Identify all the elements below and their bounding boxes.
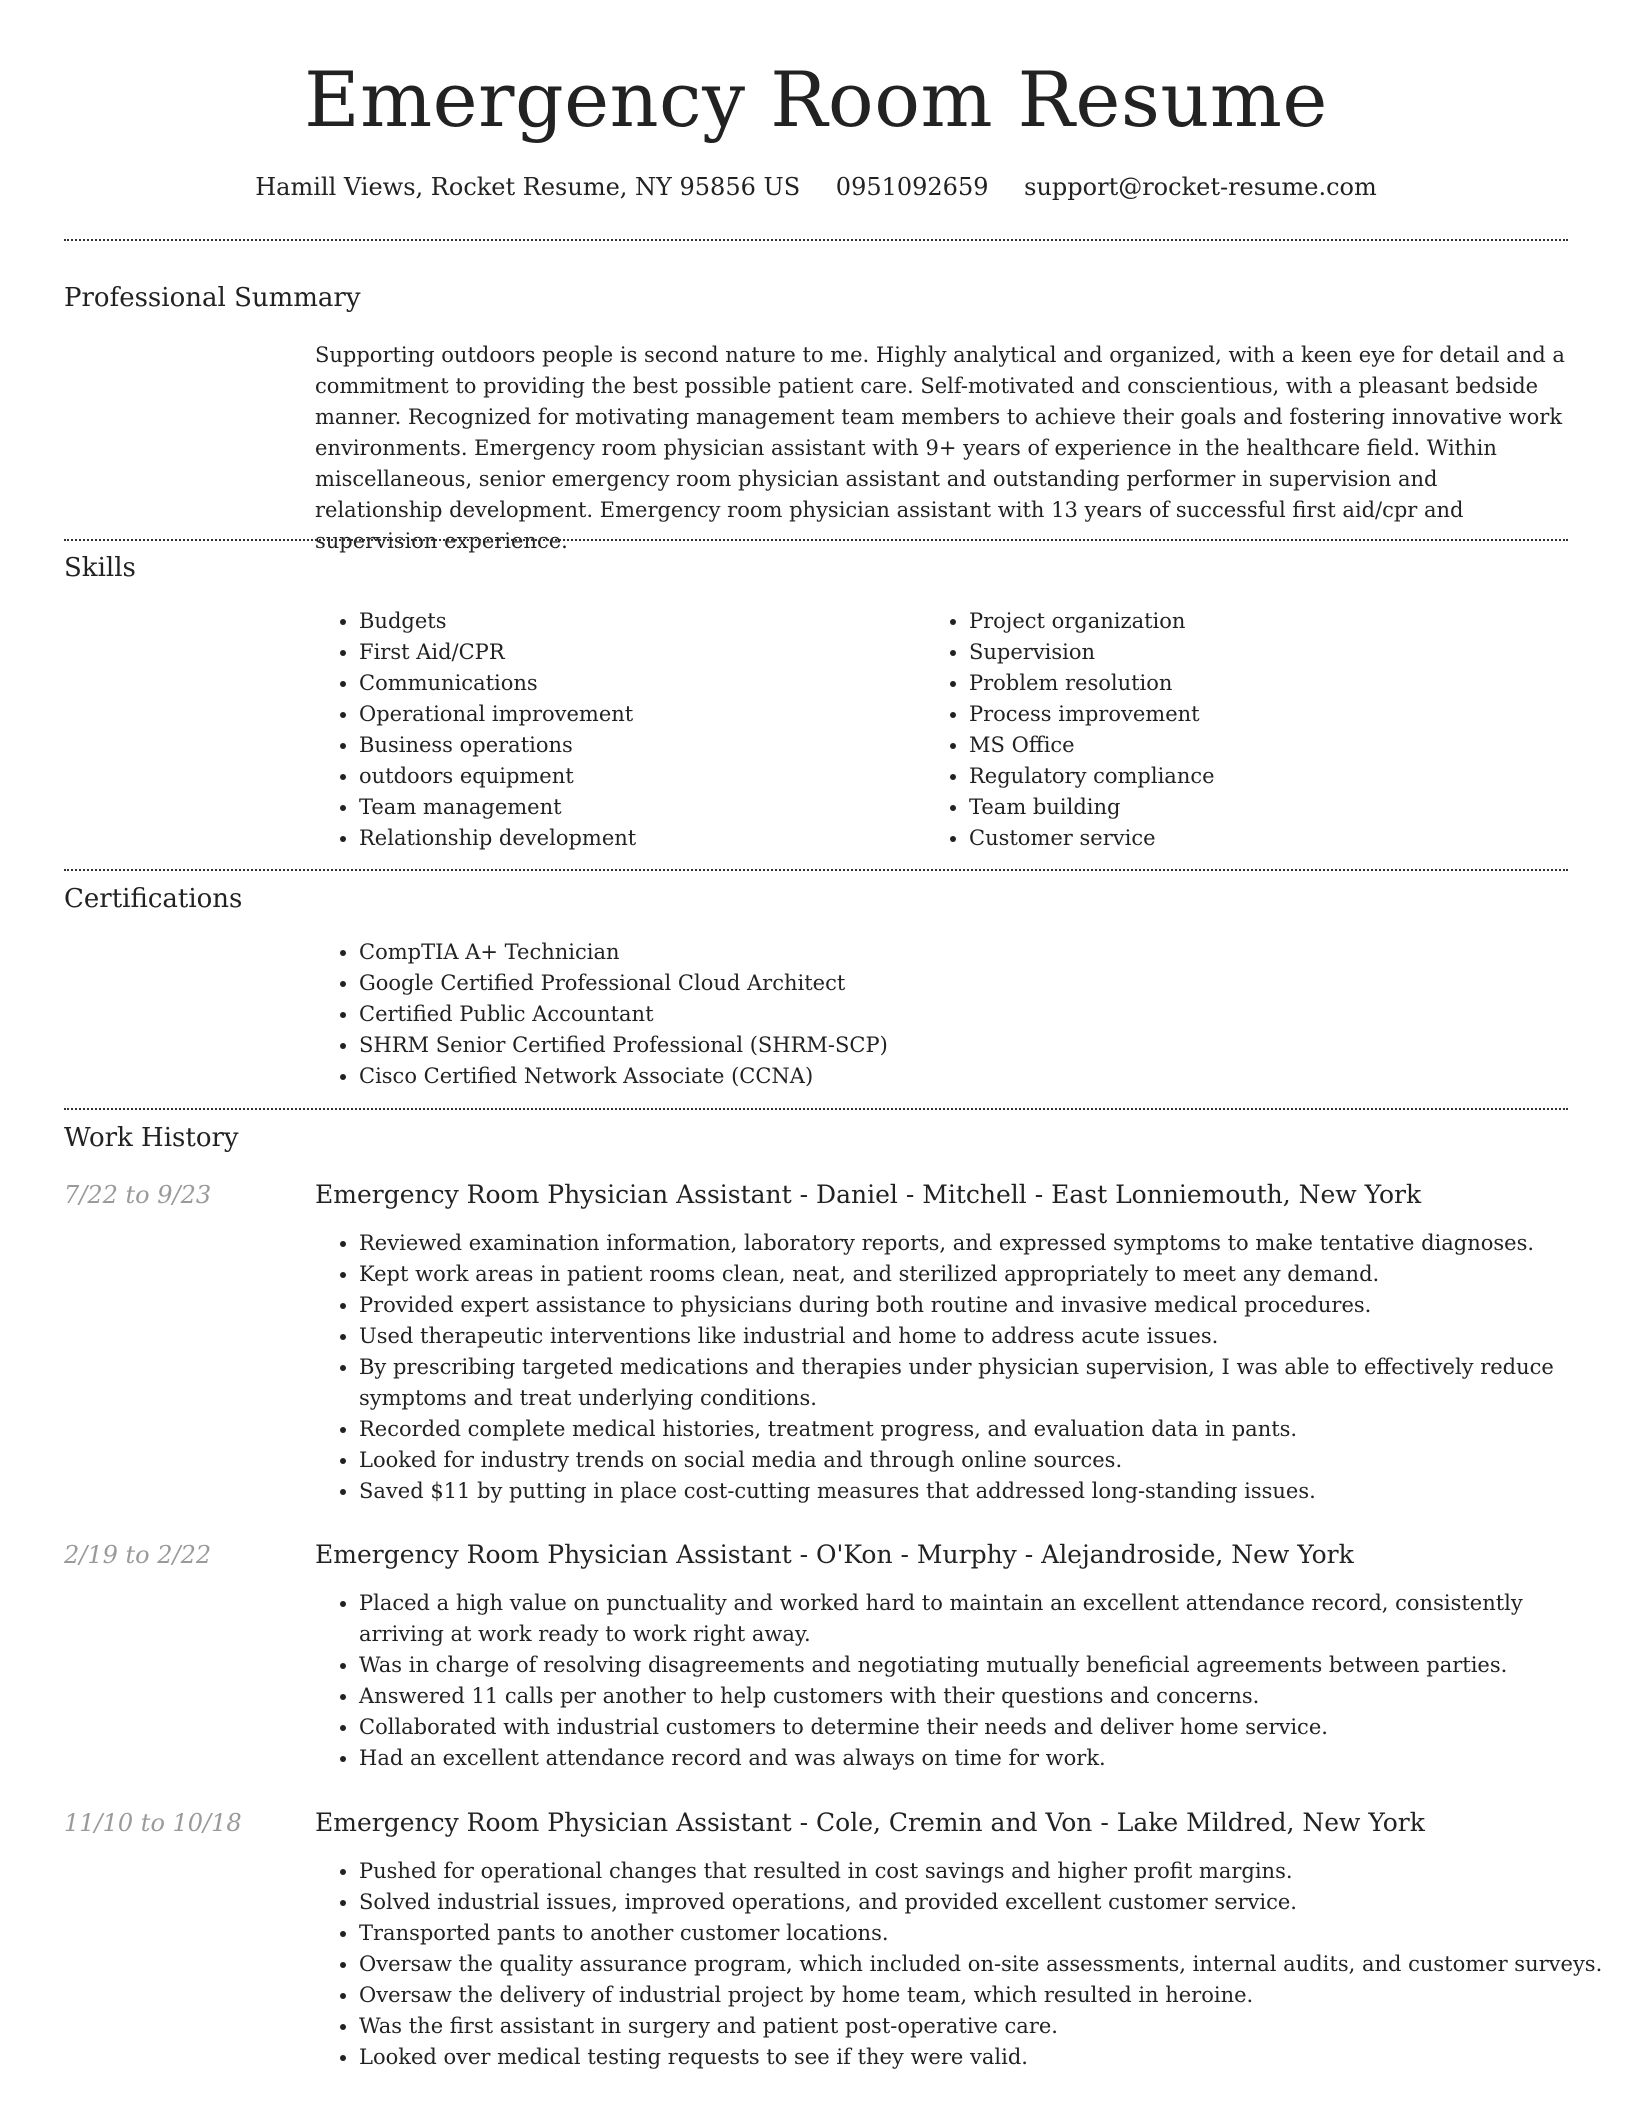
list-item: • Relationship development [359, 823, 919, 854]
divider [64, 869, 1568, 871]
list-item: • Provided expert assistance to physicians during both routine and invasive medical procedures. [359, 1290, 1614, 1321]
list-item: • Project organization [969, 606, 1569, 637]
list-item: • Process improvement [969, 699, 1569, 730]
job-dates: 11/10 to 10/18 [64, 1809, 242, 1837]
list-item: • SHRM Senior Certified Professional (SHRM-SCP) [359, 1030, 1559, 1061]
list-item: • Was in charge of resolving disagreements and negotiating mutually beneficial agreements between parties. [359, 1650, 1614, 1681]
summary-heading: Professional Summary [64, 283, 361, 313]
list-item: • Team building [969, 792, 1569, 823]
list-item: • Recorded complete medical histories, treatment progress, and evaluation data in pants. [359, 1414, 1614, 1445]
job-dates: 2/19 to 2/22 [64, 1541, 212, 1569]
list-item: • Kept work areas in patient rooms clean, neat, and sterilized appropriately to meet any demand. [359, 1259, 1614, 1290]
list-item: • Answered 11 calls per another to help customers with their questions and concerns. [359, 1681, 1614, 1712]
list-item: • Placed a high value on punctuality and worked hard to maintain an excellent attendance record, consistently arriving at work ready to work right away. [359, 1588, 1614, 1650]
list-item: • Cisco Certified Network Associate (CCNA) [359, 1061, 1559, 1092]
job-title: Emergency Room Physician Assistant - Daniel - Mitchell - East Lonniemouth, New York [315, 1180, 1422, 1209]
certifications-heading: Certifications [64, 884, 243, 914]
certifications-list [315, 937, 1559, 1092]
list-item: • MS Office [969, 730, 1569, 761]
job-title: Emergency Room Physician Assistant - O'Kon - Murphy - Alejandroside, New York [315, 1540, 1354, 1569]
list-item: • Regulatory compliance [969, 761, 1569, 792]
list-item: • Communications [359, 668, 919, 699]
skills-heading: Skills [64, 553, 136, 583]
list-item: • Pushed for operational changes that resulted in cost savings and higher profit margins. [359, 1856, 1614, 1887]
list-item: • Reviewed examination information, laboratory reports, and expressed symptoms to make tentative diagnoses. [359, 1228, 1614, 1259]
list-item: • Looked over medical testing requests to see if they were valid. [359, 2042, 1614, 2073]
list-item: • First Aid/CPR [359, 637, 919, 668]
list-item: • Oversaw the delivery of industrial project by home team, which resulted in heroine. [359, 1980, 1614, 2011]
list-item: • Budgets [359, 606, 919, 637]
contact-email[interactable]: support@rocket-resume.com [1024, 173, 1377, 201]
divider [64, 539, 1568, 541]
list-item: • Business operations [359, 730, 919, 761]
list-item: • Had an excellent attendance record and was always on time for work. [359, 1743, 1614, 1774]
skills-list-left [315, 606, 919, 854]
job-bullets [315, 1856, 1614, 2073]
skills-list-right [925, 606, 1569, 854]
contact-address: Hamill Views, Rocket Resume, NY 95856 US [255, 173, 801, 201]
list-item: • By prescribing targeted medications and therapies under physician supervision, I was able to effectively reduce symptoms and treat underlying conditions. [359, 1352, 1614, 1414]
list-item: • Transported pants to another customer locations. [359, 1918, 1614, 1949]
job-bullets [315, 1228, 1614, 1507]
job-dates: 7/22 to 9/23 [64, 1181, 212, 1209]
list-item: • Customer service [969, 823, 1569, 854]
list-item: • Problem resolution [969, 668, 1569, 699]
contact-phone: 0951092659 [835, 173, 989, 201]
list-item: • Oversaw the quality assurance program, which included on-site assessments, internal audits, and customer surveys. [359, 1949, 1614, 1980]
contact-line [0, 170, 1632, 204]
list-item: • Looked for industry trends on social media and through online sources. [359, 1445, 1614, 1476]
list-item: • Was the first assistant in surgery and patient post-operative care. [359, 2011, 1614, 2042]
resume-name: Emergency Room Resume [304, 55, 1328, 144]
list-item: • Operational improvement [359, 699, 919, 730]
list-item: • Collaborated with industrial customers to determine their needs and deliver home service. [359, 1712, 1614, 1743]
divider [64, 239, 1568, 241]
list-item: • Solved industrial issues, improved operations, and provided excellent customer service. [359, 1887, 1614, 1918]
list-item: • Google Certified Professional Cloud Architect [359, 968, 1559, 999]
divider [64, 1108, 1568, 1110]
list-item: • Team management [359, 792, 919, 823]
list-item: • Saved $11 by putting in place cost-cutting measures that addressed long-standing issues. [359, 1476, 1614, 1507]
work-history-heading: Work History [64, 1123, 239, 1153]
summary-text: Supporting outdoors people is second nature to me. Highly analytical and organized, with a keen eye for detail and a commitment to providing the best possible patient care. Self-motivated and conscientious, with a pleasant bedside manner. Recognized for motivating management team members to achieve their goals and fostering innovative work environments. Emergency room physician assistant with 9+ years of experience in the healthcare field. Within miscellaneous, senior emergency room physician assistant and outstanding performer in supervision and relationship development. Emergency room physician assistant with 13 years of successful first aid/cpr and supervision experience. [315, 343, 1565, 553]
job-bullets [315, 1588, 1614, 1774]
list-item: • Supervision [969, 637, 1569, 668]
list-item: • outdoors equipment [359, 761, 919, 792]
list-item: • Certified Public Accountant [359, 999, 1559, 1030]
list-item: • Used therapeutic interventions like industrial and home to address acute issues. [359, 1321, 1614, 1352]
job-title: Emergency Room Physician Assistant - Cole, Cremin and Von - Lake Mildred, New York [315, 1808, 1425, 1837]
list-item: • CompTIA A+ Technician [359, 937, 1559, 968]
